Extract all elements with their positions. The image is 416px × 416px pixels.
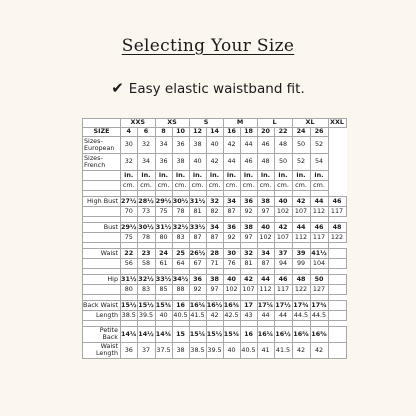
bust-inches-cell: 36 bbox=[223, 223, 240, 233]
bust-cm-cell: 80 bbox=[155, 233, 172, 243]
units-label-spacer bbox=[83, 171, 121, 181]
bust-cm-cell: 112 bbox=[292, 233, 310, 243]
sizes-european-cell: 38 bbox=[189, 137, 206, 154]
back-waist-length-cm-cell: 44.5 bbox=[293, 310, 309, 319]
hip-cm-cell: 102 bbox=[223, 285, 240, 295]
unit-cm-cell: cm. bbox=[292, 181, 310, 191]
hip-inches-cell: 38 bbox=[206, 275, 223, 285]
waist-inches-cell: 32 bbox=[240, 249, 257, 259]
high-bust-cm-cell: 117 bbox=[328, 207, 346, 217]
hip-cm-cell: 122 bbox=[292, 285, 310, 295]
waist-cm-cell: 104 bbox=[310, 259, 328, 269]
sizes-european-cell: 30 bbox=[121, 137, 138, 154]
petite-back-waist-length-cm-cell: 40 bbox=[223, 342, 240, 358]
sizes-european-cell: 48 bbox=[274, 137, 292, 154]
bust-inches-cell: 29½ bbox=[121, 222, 137, 231]
hip-label: Hip bbox=[83, 275, 121, 285]
hip-inches-cell: 36 bbox=[189, 275, 206, 285]
sizes-european-cell: 46 bbox=[257, 137, 274, 154]
hip-cm-cell: 107 bbox=[240, 285, 257, 295]
high-bust-inches-cell: 32 bbox=[206, 197, 223, 207]
sizes-european-cell: 52 bbox=[310, 137, 328, 154]
size-cell: 26 bbox=[310, 128, 328, 137]
back-waist-length-inches-cell bbox=[328, 301, 346, 311]
sizes-european-cell: 34 bbox=[155, 137, 172, 154]
sizes-french-cell: 44 bbox=[223, 154, 240, 171]
sizes-european-label: Sizes-European bbox=[83, 137, 121, 154]
unit-cm-cell: cm. bbox=[240, 181, 257, 191]
back-waist-length-cm-cell: 40 bbox=[155, 311, 172, 321]
back-waist-length-inches-cell: 16¼ bbox=[189, 300, 206, 309]
table-row bbox=[83, 137, 347, 154]
back-waist-length-cm-cell: 44.5 bbox=[311, 310, 327, 319]
waist-cm-cell: 76 bbox=[223, 259, 240, 269]
sizes-french-cell: 46 bbox=[240, 154, 257, 171]
back-waist-length-inches-cell: 17½ bbox=[275, 300, 291, 309]
bust-inches-cell: 40 bbox=[257, 223, 274, 233]
waist-cm-cell: 87 bbox=[257, 259, 274, 269]
hip-inches-cell: 46 bbox=[274, 275, 292, 285]
size-cell: 8 bbox=[155, 128, 172, 137]
checkmark-icon: ✔ bbox=[111, 79, 124, 97]
bust-inches-cell: 46 bbox=[310, 223, 328, 233]
size-cell: 12 bbox=[189, 128, 206, 137]
subtitle bbox=[0, 79, 416, 97]
petite-back-waist-length-inches-cell bbox=[328, 327, 346, 343]
hip-cm-cell: 127 bbox=[310, 285, 328, 295]
unit-cm-cell: cm. bbox=[223, 181, 240, 191]
hip-inches-cell: 34½ bbox=[172, 274, 189, 283]
sizes-french-cell: 40 bbox=[189, 154, 206, 171]
back-waist-length-inches-cell: 17¼ bbox=[257, 300, 274, 309]
size-group-header: XS bbox=[155, 119, 189, 128]
waist-cm-cell: 58 bbox=[137, 259, 155, 269]
petite-back-waist-length-cm-cell: 42 bbox=[292, 342, 310, 358]
hip-inches-cell bbox=[328, 275, 346, 285]
waist-inches-cell: 30 bbox=[223, 249, 240, 259]
subtitle-text: Easy elastic waistband fit. bbox=[128, 81, 305, 97]
petite-back-waist-length-inches-cell: 16¼ bbox=[257, 327, 274, 343]
high-bust-inches-cell: 34 bbox=[223, 197, 240, 207]
bust-cm-cell: 78 bbox=[137, 233, 155, 243]
back-waist-length-cm-cell: 38.5 bbox=[121, 310, 136, 319]
bust-label: Bust bbox=[83, 223, 121, 233]
hip-inches-cell: 33½ bbox=[155, 274, 172, 283]
back-waist-length-label: Back Waist bbox=[83, 301, 121, 311]
size-group-header: L bbox=[257, 119, 292, 128]
hip-label-2 bbox=[83, 285, 121, 295]
petite-back-waist-length-inches-cell: 16½ bbox=[274, 327, 292, 343]
back-waist-length-inches-cell: 16¾ bbox=[223, 300, 240, 309]
high-bust-cm-cell: 81 bbox=[189, 207, 206, 217]
sizes-european-cell: 44 bbox=[240, 137, 257, 154]
sizes-french-cell: 48 bbox=[257, 154, 274, 171]
hip-cm-cell bbox=[328, 285, 346, 295]
petite-back-waist-length-cm-cell: 39.5 bbox=[206, 342, 223, 358]
table-row bbox=[83, 259, 347, 269]
high-bust-inches-cell: 30½ bbox=[172, 196, 189, 205]
table-row bbox=[83, 119, 347, 128]
waist-inches-cell bbox=[328, 249, 346, 259]
petite-back-waist-length-cm-cell bbox=[328, 342, 346, 358]
petite-back-waist-length-cm-cell: 37 bbox=[137, 342, 155, 358]
petite-back-waist-length-label: Petite Back bbox=[83, 327, 121, 343]
unit-cm-cell: cm. bbox=[189, 181, 206, 191]
back-waist-length-cm-cell: 40.5 bbox=[173, 310, 188, 319]
unit-cm-cell: cm. bbox=[310, 181, 328, 191]
high-bust-inches-cell: 46 bbox=[328, 197, 346, 207]
back-waist-length-cm-cell: 42 bbox=[206, 311, 223, 321]
waist-inches-cell: 34 bbox=[257, 249, 274, 259]
size-cell: 18 bbox=[240, 128, 257, 137]
unit-cm-cell: cm. bbox=[137, 181, 155, 191]
table-row bbox=[83, 285, 347, 295]
bust-cm-cell: 75 bbox=[121, 233, 138, 243]
back-waist-length-inches-cell: 16 bbox=[172, 301, 189, 311]
bust-inches-cell: 33½ bbox=[189, 222, 206, 231]
table-row bbox=[83, 171, 347, 181]
petite-back-waist-length-cm-cell: 40.5 bbox=[240, 342, 257, 358]
back-waist-length-cm-cell: 44 bbox=[257, 311, 274, 321]
table-row bbox=[83, 311, 347, 321]
back-waist-length-inches-cell: 15½ bbox=[121, 300, 137, 309]
waist-inches-cell: 23 bbox=[137, 249, 155, 259]
unit-inches-cell: in. bbox=[257, 171, 274, 181]
unit-inches-cell: in. bbox=[172, 171, 189, 181]
high-bust-cm-cell: 82 bbox=[206, 207, 223, 217]
high-bust-cm-cell: 92 bbox=[240, 207, 257, 217]
waist-cm-cell: 56 bbox=[121, 259, 138, 269]
unit-cm-cell: cm. bbox=[206, 181, 223, 191]
bust-cm-cell: 87 bbox=[206, 233, 223, 243]
high-bust-cm-cell: 75 bbox=[155, 207, 172, 217]
waist-inches-cell: 39 bbox=[292, 249, 310, 259]
hip-inches-cell: 40 bbox=[223, 275, 240, 285]
high-bust-cm-cell: 107 bbox=[292, 207, 310, 217]
petite-back-waist-length-cm-cell: 42 bbox=[310, 342, 328, 358]
hip-cm-cell: 88 bbox=[172, 285, 189, 295]
back-waist-length-cm-cell: 43 bbox=[240, 311, 257, 321]
petite-back-waist-length-inches-cell: 15¾ bbox=[223, 327, 240, 343]
sizes-french-cell: 42 bbox=[206, 154, 223, 171]
hip-inches-cell: 42 bbox=[240, 275, 257, 285]
waist-inches-cell: 37 bbox=[274, 249, 292, 259]
size-group-header: S bbox=[189, 119, 223, 128]
petite-back-waist-length-cm-cell: 37.5 bbox=[155, 342, 172, 358]
high-bust-cm-cell: 102 bbox=[274, 207, 292, 217]
size-group-header: XXL bbox=[328, 119, 346, 128]
waist-cm-cell: 61 bbox=[155, 259, 172, 269]
size-group-header: XL bbox=[292, 119, 328, 128]
size-cell: 20 bbox=[257, 128, 274, 137]
table-row bbox=[83, 233, 347, 243]
petite-back-waist-length-cm-cell: 38 bbox=[172, 342, 189, 358]
waist-inches-cell: 26½ bbox=[189, 248, 206, 257]
sizes-french-cell: 38 bbox=[172, 154, 189, 171]
petite-back-waist-length-inches-cell: 15¼ bbox=[189, 327, 206, 343]
waist-cm-cell: 67 bbox=[189, 259, 206, 269]
sizes-european-cell: 32 bbox=[137, 137, 155, 154]
bust-cm-cell: 122 bbox=[328, 233, 346, 243]
petite-back-waist-length-cm-cell: 41 bbox=[257, 342, 274, 358]
high-bust-inches-cell: 36 bbox=[240, 197, 257, 207]
petite-back-waist-length-label-2: Waist Length bbox=[83, 342, 121, 358]
bust-cm-cell: 117 bbox=[310, 233, 328, 243]
hip-cm-cell: 92 bbox=[189, 285, 206, 295]
petite-back-waist-length-inches-cell: 16 bbox=[240, 327, 257, 343]
sizes-french-cell: 34 bbox=[137, 154, 155, 171]
waist-inches-cell: 28 bbox=[206, 249, 223, 259]
table-row bbox=[83, 342, 347, 358]
size-cell: 16 bbox=[223, 128, 240, 137]
hip-cm-cell: 112 bbox=[257, 285, 274, 295]
unit-inches-cell: in. bbox=[189, 171, 206, 181]
table-row bbox=[83, 154, 347, 171]
high-bust-inches-cell: 27½ bbox=[121, 196, 137, 205]
sizes-european-cell: 40 bbox=[206, 137, 223, 154]
units-label-spacer bbox=[83, 181, 121, 191]
unit-inches-cell: in. bbox=[292, 171, 310, 181]
high-bust-cm-cell: 73 bbox=[137, 207, 155, 217]
size-cell: 10 bbox=[172, 128, 189, 137]
unit-cm-cell: cm. bbox=[257, 181, 274, 191]
sizes-european-cell: 36 bbox=[172, 137, 189, 154]
waist-cm-cell: 94 bbox=[274, 259, 292, 269]
back-waist-length-cm-cell bbox=[328, 311, 346, 321]
back-waist-length-cm-cell: 44 bbox=[274, 311, 292, 321]
bust-cm-cell: 87 bbox=[189, 233, 206, 243]
waist-cm-cell: 99 bbox=[292, 259, 310, 269]
bust-inches-cell: 32½ bbox=[172, 222, 189, 231]
size-chart-table bbox=[82, 118, 347, 359]
back-waist-length-inches-cell: 17¾ bbox=[311, 300, 327, 309]
size-cell: 22 bbox=[274, 128, 292, 137]
size-group-header: XXS bbox=[121, 119, 156, 128]
size-group-header: M bbox=[223, 119, 257, 128]
bust-label-2 bbox=[83, 233, 121, 243]
unit-inches-cell: in. bbox=[155, 171, 172, 181]
size-cell: 14 bbox=[206, 128, 223, 137]
bust-cm-cell: 97 bbox=[240, 233, 257, 243]
sizes-european-cell: 50 bbox=[292, 137, 310, 154]
sizes-french-cell: 36 bbox=[155, 154, 172, 171]
size-group-header bbox=[83, 119, 121, 128]
bust-inches-cell: 42 bbox=[274, 223, 292, 233]
hip-cm-cell: 85 bbox=[155, 285, 172, 295]
high-bust-label: High Bust bbox=[83, 197, 121, 207]
high-bust-inches-cell: 42 bbox=[292, 197, 310, 207]
table-row bbox=[83, 249, 347, 259]
high-bust-inches-cell: 31½ bbox=[189, 196, 206, 205]
high-bust-cm-cell: 112 bbox=[310, 207, 328, 217]
waist-cm-cell: 64 bbox=[172, 259, 189, 269]
waist-label: Waist bbox=[83, 249, 121, 259]
size-cell: 24 bbox=[292, 128, 310, 137]
unit-inches-cell: in. bbox=[137, 171, 155, 181]
waist-cm-cell: 71 bbox=[206, 259, 223, 269]
petite-back-waist-length-inches-cell: 16⅝ bbox=[310, 327, 328, 343]
waist-label-2 bbox=[83, 259, 121, 269]
back-waist-length-cm-cell: 39.5 bbox=[138, 310, 154, 319]
hip-inches-cell: 44 bbox=[257, 275, 274, 285]
unit-cm-cell: cm. bbox=[121, 181, 138, 191]
size-label: SIZE bbox=[83, 128, 121, 137]
petite-back-waist-length-inches-cell: 15½ bbox=[206, 327, 223, 343]
bust-inches-cell: 30½ bbox=[138, 222, 154, 231]
petite-back-waist-length-cm-cell: 38.5 bbox=[189, 342, 206, 358]
bust-inches-cell: 31½ bbox=[155, 222, 172, 231]
waist-cm-cell bbox=[328, 259, 346, 269]
waist-inches-cell: 22 bbox=[121, 249, 138, 259]
petite-back-waist-length-cm-cell: 36 bbox=[121, 342, 138, 358]
petite-back-waist-length-inches-cell: 14¾ bbox=[155, 327, 172, 343]
high-bust-cm-cell: 97 bbox=[257, 207, 274, 217]
bust-cm-cell: 92 bbox=[223, 233, 240, 243]
table-row bbox=[83, 207, 347, 217]
high-bust-label-2 bbox=[83, 207, 121, 217]
high-bust-cm-cell: 70 bbox=[121, 207, 138, 217]
high-bust-cm-cell: 87 bbox=[223, 207, 240, 217]
petite-back-waist-length-inches-cell: 16⅝ bbox=[292, 327, 310, 343]
table-row bbox=[83, 181, 347, 191]
table-row bbox=[83, 327, 347, 343]
table-row bbox=[83, 197, 347, 207]
petite-back-waist-length-cm-cell: 41.5 bbox=[274, 342, 292, 358]
unit-cm-cell: cm. bbox=[172, 181, 189, 191]
sizes-french-label: Sizes-French bbox=[83, 154, 121, 171]
waist-cm-cell: 81 bbox=[240, 259, 257, 269]
petite-back-waist-length-inches-cell: 14½ bbox=[137, 327, 155, 343]
sizes-french-cell: 50 bbox=[274, 154, 292, 171]
back-waist-length-cm-cell: 41.5 bbox=[190, 310, 205, 319]
unit-inches-cell: in. bbox=[274, 171, 292, 181]
bust-inches-cell: 48 bbox=[328, 223, 346, 233]
bust-inches-cell: 44 bbox=[292, 223, 310, 233]
high-bust-inches-cell: 38 bbox=[257, 197, 274, 207]
hip-inches-cell: 31½ bbox=[121, 274, 137, 283]
bust-inches-cell: 34 bbox=[206, 223, 223, 233]
high-bust-inches-cell: 28½ bbox=[138, 196, 154, 205]
back-waist-length-inches-cell: 17¾ bbox=[293, 300, 309, 309]
hip-cm-cell: 83 bbox=[137, 285, 155, 295]
back-waist-length-inches-cell: 15½ bbox=[138, 300, 154, 309]
unit-inches-cell: in. bbox=[310, 171, 328, 181]
high-bust-inches-cell: 44 bbox=[310, 197, 328, 207]
hip-cm-cell: 117 bbox=[274, 285, 292, 295]
table-row bbox=[83, 223, 347, 233]
hip-inches-cell: 32½ bbox=[138, 274, 154, 283]
back-waist-length-inches-cell: 15¾ bbox=[155, 300, 172, 309]
high-bust-inches-cell: 40 bbox=[274, 197, 292, 207]
hip-inches-cell: 50 bbox=[310, 275, 328, 285]
table-row bbox=[83, 275, 347, 285]
sizes-french-cell: 54 bbox=[310, 154, 328, 171]
size-cell: 6 bbox=[137, 128, 155, 137]
unit-cm-cell: cm. bbox=[155, 181, 172, 191]
bust-inches-cell: 38 bbox=[240, 223, 257, 233]
size-cell: 4 bbox=[121, 128, 138, 137]
sizes-french-cell: 52 bbox=[292, 154, 310, 171]
table-row bbox=[83, 128, 347, 137]
hip-inches-cell: 48 bbox=[292, 275, 310, 285]
hip-cm-cell: 80 bbox=[121, 285, 138, 295]
waist-inches-cell: 25 bbox=[172, 249, 189, 259]
back-waist-length-cm-cell: 42.5 bbox=[224, 310, 239, 319]
sizes-french-cell: 32 bbox=[121, 154, 138, 171]
unit-inches-cell: in. bbox=[240, 171, 257, 181]
bust-cm-cell: 102 bbox=[257, 233, 274, 243]
high-bust-inches-cell: 29½ bbox=[155, 196, 172, 205]
page-title: Selecting Your Size bbox=[121, 36, 295, 56]
waist-inches-cell: 41½ bbox=[311, 248, 327, 257]
back-waist-length-label-2: Length bbox=[83, 311, 121, 321]
back-waist-length-inches-cell: 16½ bbox=[206, 300, 223, 309]
bust-cm-cell: 83 bbox=[172, 233, 189, 243]
back-waist-length-inches-cell: 17 bbox=[240, 301, 257, 311]
waist-inches-cell: 24 bbox=[155, 249, 172, 259]
hip-cm-cell: 97 bbox=[206, 285, 223, 295]
sizes-european-cell: 42 bbox=[223, 137, 240, 154]
petite-back-waist-length-inches-cell: 14¼ bbox=[121, 327, 138, 343]
unit-inches-cell: in. bbox=[223, 171, 240, 181]
petite-back-waist-length-inches-cell: 15 bbox=[172, 327, 189, 343]
unit-inches-cell: in. bbox=[206, 171, 223, 181]
bust-cm-cell: 107 bbox=[274, 233, 292, 243]
unit-inches-cell: in. bbox=[121, 171, 138, 181]
unit-cm-cell: cm. bbox=[274, 181, 292, 191]
table-row bbox=[83, 301, 347, 311]
high-bust-cm-cell: 78 bbox=[172, 207, 189, 217]
